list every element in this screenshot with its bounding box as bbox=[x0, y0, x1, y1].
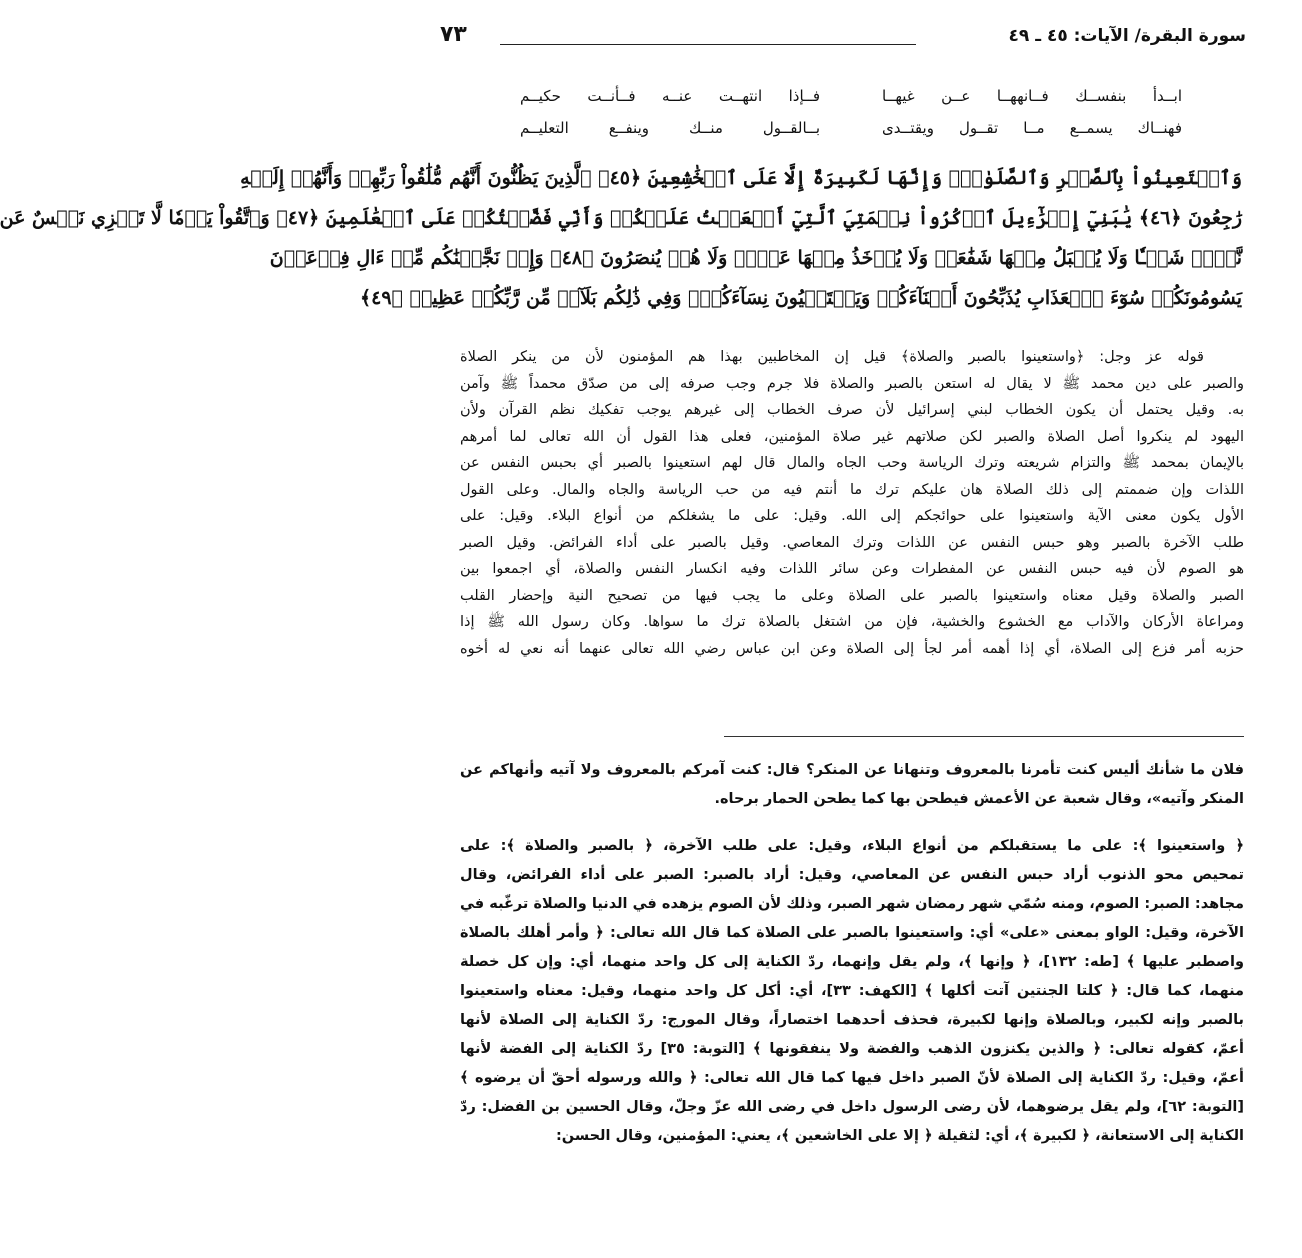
footnote-line: [التوبة: ٦٢]، ولم يقل يرضوهما، لأن رضى الرسول داخل في رضى الله عزّ وجلّ، وقال الحسين بن الفضل: ردّ bbox=[460, 1099, 1245, 1115]
poem-verse bbox=[520, 80, 1182, 112]
body-line: الصبر والصلاة وقيل معناه واستعينوا بالصبر على الصلاة وعلى ما يجب فيها من تصحيح النية وإحضار القلب bbox=[460, 587, 1244, 604]
footnote-line: منهما، كما قال: ﴿ كلتا الجنتين آتت أكلها ﴾ [الكهف: ٣٣]، أي: أكل كل واحد منهما، وقيل: معناه واستعينوا bbox=[460, 983, 1244, 999]
footnote-line: بالصبر وإنه لكبير، وبالصلاة وإنها لكبيرة، فحذف أحدهما اختصاراً، وقال المورج: ردّ الكناية إلى الصلاة لأنها bbox=[460, 1012, 1244, 1028]
poem-verse bbox=[520, 112, 1182, 144]
poem-hemistich-right: فهنــاك يسمــع مــا تقــول ويقتــدى bbox=[882, 119, 1182, 137]
body-line: حزبه أمر فزع إلى الصلاة، أي إذا أهمه أمر لجأ إلى الصلاة وعن ابن عباس رضي الله تعالى عنهما أنه نعي له أخوه bbox=[460, 640, 1244, 657]
page-number: ٧٣ bbox=[440, 22, 467, 47]
footnote-line: ﴿ واستعينوا ﴾: على ما يستقبلكم من أنواع البلاء، وقيل: على طلب الآخرة، ﴿ بالصبر والصلاة ﴾: على bbox=[460, 838, 1244, 854]
poem-hemistich-right: ابــدأ بنفســك فــانههــا عــن غيهــا bbox=[882, 87, 1182, 105]
quran-line: رَٰجِعُونَ ﴿٤٦﴾ يَٰبَنِيٓ إِسۡرَٰٓءِيلَ ٱذۡكُرُواْ نِعۡمَتِيَ ٱلَّتِيٓ أَنۡعَمۡتُ عَلَيۡكُمۡ وَأَنِّي فَضَّلۡتُكُمۡ عَلَى ٱلۡعَٰلَمِينَ ﴿٤٧﴾ وَٱتَّقُواْ يَوۡمٗا لَّا تَجۡزِي نَفۡسٌ عَن bbox=[0, 207, 1242, 229]
poem-block bbox=[520, 80, 1182, 144]
quran-line: وَٱسۡتَعِينُواْ بِٱلصَّبۡرِ وَٱلصَّلَوٰةِۚ وَإِنَّهَا لَكَبِيرَةٌ إِلَّا عَلَى ٱلۡخَٰشِعِينَ ﴿٤٥﴾ ٱلَّذِينَ يَظُنُّونَ أَنَّهُم مُّلَٰقُواْ رَبِّهِمۡ وَأَنَّهُمۡ إِلَيۡهِ bbox=[240, 167, 1242, 189]
poem-hemistich-left: فــإذا انتهــت عنــه فــأنــت حكيــم bbox=[520, 87, 820, 105]
footnote-line: مجاهد: الصبر: الصوم، ومنه سُمّي شهر رمضان شهر الصبر، وذلك لأن الصوم يزهده في الدنيا والصلاة ترغّبه في bbox=[460, 896, 1244, 912]
surah-verses-title: سورة البقرة/ الآيات: ٤٥ ـ ٤٩ bbox=[1008, 26, 1246, 46]
body-line: اللذات وإن ضممتم إلى ذلك الصلاة هان عليكم ترك ما أنتم فيه من حب الرياسة والجاه والمال. وعلى القول bbox=[460, 481, 1244, 498]
footnote-divider bbox=[724, 736, 1244, 737]
body-line: اليهود لم ينكروا أصل الصلاة والصبر لكن صلاتهم غير صلاة المؤمنين، فعلى هذا القول أن الله تعالى لما أمرهم bbox=[460, 428, 1244, 445]
footnote-line: أعمّ، كقوله تعالى: ﴿ والذين يكنزون الذهب والفضة ولا ينفقونها ﴾ [التوبة: ٣٥] ردّ الكناية إلى الفضة لأنها bbox=[460, 1041, 1244, 1057]
body-line: به. وقيل يحتمل أن يكون الخطاب لبني إسرائيل لأن صرف الخطاب إلى غيرهم يوجب تفكيك نظم القرآن ولأن bbox=[460, 402, 1244, 418]
footnotes bbox=[460, 756, 1244, 1151]
body-line: ومراعاة الأركان والآداب مع الخشوع والخشية، فإن من اشتغل بالصلاة ترك ما سواها. وكان رسول الله ﷺ إذا bbox=[460, 614, 1244, 630]
body-line: بالإيمان بمحمد ﷺ والتزام شريعته وترك الرياسة وحب الجاه والمال قال لهم استعينوا بالصبر أي بحبس النفس عن bbox=[460, 455, 1244, 471]
quran-line: نَّفۡسٖ شَيۡـٔٗا وَلَا يُقۡبَلُ مِنۡهَا شَفَٰعَةٞ وَلَا يُؤۡخَذُ مِنۡهَا عَدۡلٞ وَلَا هُمۡ يُنصَرُونَ ﴿٤٨﴾ وَإِذۡ نَجَّيۡنَٰكُم مِّنۡ ءَالِ فِرۡعَوۡنَ bbox=[269, 247, 1242, 269]
body-line: والصبر على دين محمد ﷺ لا يقال له استعن بالصبر والصلاة فلا جرم وجب صرفه إلى من صدّق محمداً ﷺ وآمن bbox=[460, 375, 1244, 392]
footnote-line: أعمّ، وقيل: ردّ الكناية إلى الصلاة لأنّ الصبر داخل فيها كما قال الله تعالى: ﴿ والله ورسوله أحقّ أن يرضوه ﴾ bbox=[460, 1070, 1244, 1086]
body-line: قوله عز وجل: ﴿واستعينوا بالصبر والصلاة﴾ قيل إن المخاطبين بهذا هم المؤمنون لأن من ينكر الصلاة bbox=[460, 349, 1204, 365]
page-header bbox=[440, 22, 1246, 62]
body-line: الأول يكون معنى الآية واستعينوا على حوائجكم إلى الله. وقيل: على ما يشغلكم من أنواع البلاء. وقيل: على bbox=[460, 508, 1244, 524]
footnote-line: المنكر وآتيه»، وقال شعبة عن الأعمش فيطحن بها كما يطحن الحمار برحاه. bbox=[714, 791, 1244, 807]
body-line: هو الصوم لأن فيه حبس النفس عن المفطرات وعن سائر اللذات وفيه انكسار النفس والصلاة، أي اجمعوا بين bbox=[460, 561, 1244, 577]
body-line: طلب الآخرة بالصبر وهو حبس النفس عن اللذات وترك المعاصي. وقيل بالصبر على أداء الفرائض. وقيل الصبر bbox=[460, 534, 1244, 551]
quran-verses-block bbox=[0, 158, 1242, 318]
tafsir-body bbox=[460, 344, 1244, 662]
footnote-line: الآخرة، وقيل: الواو بمعنى «على» أي: واستعينوا بالصبر على الصلاة كما قال الله تعالى: ﴿ وأمر أهلك بالصلاة bbox=[460, 925, 1244, 941]
footnote-line: تمحيص محو الذنوب أراد حبس النفس عن المعاصي، وقيل: أراد بالصبر: الصبر على أداء الفرائض، وقال bbox=[460, 867, 1244, 883]
poem-hemistich-left: بــالقــول منــك وينفــع التعليــم bbox=[520, 119, 820, 137]
footnote-line: الكناية إلى الاستعانة، ﴿ لكبيرة ﴾، أي: لثقيلة ﴿ إلا على الخاشعين ﴾، يعني: المؤمنين، وقال الحسن: bbox=[555, 1128, 1244, 1144]
footnote-line: فلان ما شأنك أليس كنت تأمرنا بالمعروف وتنهانا عن المنكر؟ قال: كنت آمركم بالمعروف ولا آتيه وأنهاكم عن bbox=[460, 762, 1244, 778]
footnote-line: واصطبر عليها ﴾ [طه: ١٣٢]، ﴿ وإنها ﴾، ولم يقل وإنهما، ردّ الكناية إلى كل واحد منهما، أي: وإن كل خصلة bbox=[460, 954, 1244, 970]
header-rule bbox=[500, 44, 916, 45]
quran-line: يَسُومُونَكُمۡ سُوٓءَ ٱلۡعَذَابِ يُذَبِّحُونَ أَبۡنَآءَكُمۡ وَيَسۡتَحۡيُونَ نِسَآءَكُمۡۚ وَفِي ذَٰلِكُم بَلَآءٞ مِّن رَّبِّكُمۡ عَظِيمٞ ﴿٤٩﴾ bbox=[359, 287, 1242, 309]
